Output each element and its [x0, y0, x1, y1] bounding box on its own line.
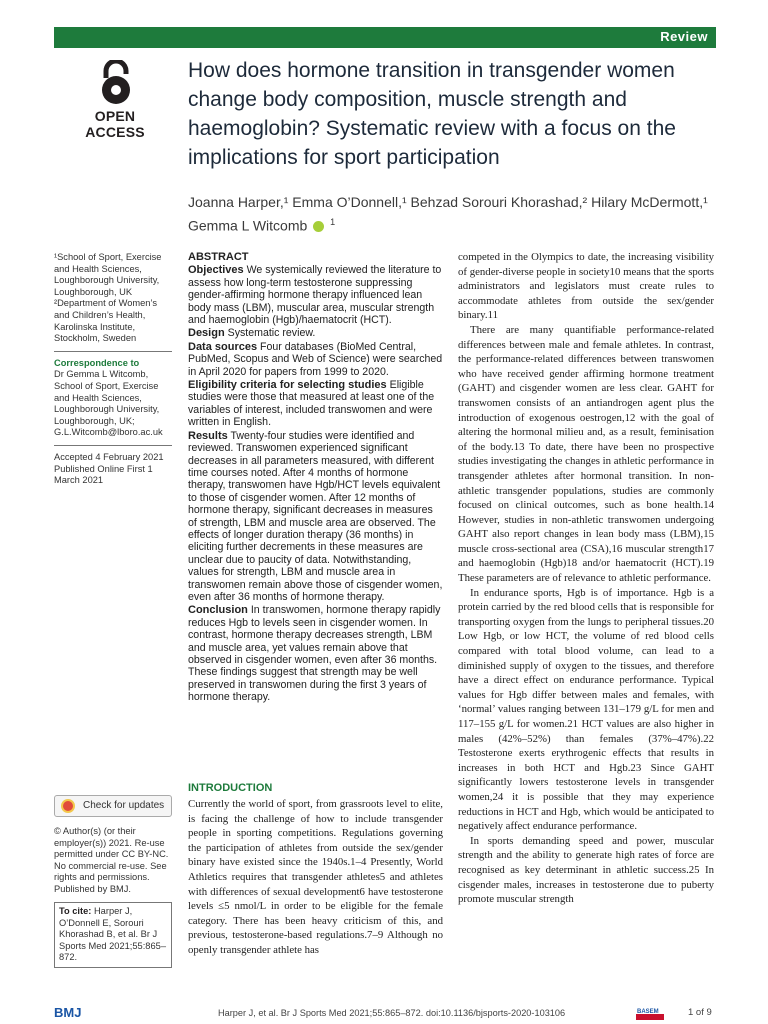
article-sidebar [54, 252, 172, 493]
body-right-column [458, 250, 714, 907]
open-access-lock-icon [96, 60, 136, 106]
sources-label: Data sources [188, 340, 258, 353]
copyright-notice: © Author(s) (or their employer(s)) 2021. Re-use permitted under CC BY-NC. No commercial re-use. See rights and permissions. Published by BMJ. [54, 826, 169, 894]
basem-logo-icon [636, 1006, 664, 1020]
abstract-eligibility: Eligibility criteria for selecting studies Eligible studies were those that measured at least one of the variables of interest, included transwomen and were written in English. [188, 379, 435, 429]
author-name-witcomb[interactable]: Gemma L Witcomb [188, 217, 308, 234]
body-paragraph: In endurance sports, Hgb is of importance. Hgb is a protein carried by the red blood cells that is responsible for transporting oxygen from the lungs to peripheral tissues.20 Low Hgb, or low HCT, the volume of red blood cells compared with total blood volume, can lead to a diminished supply of oxygen to the tissues, and therefore have a direct effect on endurance performance. Typical values for Hgb differ between males and females, with ‘normal’ values ranging between 131–179 g/L for men and 117–155 g/L for women.21 HCT values are also higher in males (42%–52%) than females (37%–47%).22 Testosterone exerts erythrogenic effects that results in increases in both HCT and Hgb.23 Since GAHT significantly lowers testosterone levels in transgender women,24 it is possible that they may experience reductions in HCT and Hgb, which would be anticipated to negatively affect endurance performance. [458, 586, 714, 833]
abstract-objectives: Objectives We systemically reviewed the literature to assess how long-term testosterone suppressing gender-affirming hormone therapy influenced lean body mass (LBM), muscular area, muscular strength and haemoglobin (Hgb)/haematocrit (HCT). [188, 264, 442, 327]
citation-label: To cite: [59, 906, 92, 916]
body-paragraph: competed in the Olympics to date, the increasing visibility of gender-diverse people in society10 means that the sports administrators and legislators must create rules to accommodate athletes from outside the sex/gender binary.11 [458, 251, 714, 322]
svg-text:BASEM: BASEM [637, 1009, 659, 1015]
abstract-sources: Data sources Four databases (BioMed Central, PubMed, Scopus and Web of Science) were searched in April 2020 for papers from 1999 to 2020. [188, 340, 443, 378]
author-line-1: Joanna Harper,¹ Emma O’Donnell,¹ Behzad Sorouri Khorashad,² Hilary McDermott,¹ [188, 194, 708, 210]
abstract-design: Design Systematic review. [188, 327, 316, 340]
introduction-heading: INTRODUCTION [188, 782, 273, 794]
page-number: 1 of 9 [688, 1007, 712, 1018]
eligibility-label: Eligibility criteria for selecting studies [188, 379, 387, 392]
results-label: Results [188, 429, 228, 442]
orcid-icon[interactable] [313, 221, 324, 232]
abstract [188, 251, 443, 705]
section-label: Review [660, 29, 708, 44]
correspondence-text: Dr Gemma L Witcomb, School of Sport, Exercise and Health Sciences, Loughborough University, Loughborough, UK; G.L.Witcomb@lboro.ac.uk [54, 369, 163, 438]
body-paragraph: There are many quantifiable performance-related differences between male and female athletes. In contrast, the performance-related differences between transwomen who have received gender affirming hormone treatment (GAHT) and cisgender women are less clear. GAHT for transwomen consists of an antiandrogen agent plus the introduction of exogenous oestrogen,12 with the goal of altering the hormonal milieu and, as a result, feminisation of the body.13 To date, there have been no prospective studies investigating the changes in athletic performance in transgender athletes after hormonal transition. In non-athletic transgender populations, studies are commonly focused on clinical outcomes, such as bone health.14 However, studies in non-athletic transwomen undergoing GAHT also report changes in lean body mass (LBM),15 muscle cross-sectional area (CSA),16 muscular strength17 and haemoglobin (Hgb)18 and/or haematocrit (HCT).19 These parameters are of relevance to athletic performance. [458, 323, 714, 585]
section-bar [54, 27, 716, 48]
author-affiliation-marker: 1 [330, 217, 336, 227]
abstract-results: Results Twenty-four studies were identified and reviewed. Transwomen experienced significant decreases in all parameters measured, with different time courses noted. After 4 months of hormone therapy, transwomen have Hgb/HCT levels equivalent to those of cisgender women. After 12 months of hormone therapy, significant decreases in measures of strength, LBM and muscle area are observed. The effects of longer duration therapy (36 months) in eliciting further decrements in these measures are unclear due to paucity of data. Notwithstanding, values for strength, LBM and muscle area in transwomen remain above those of cisgender women, even after 36 months of hormone therapy. [188, 429, 443, 603]
sidebar-divider [54, 445, 172, 446]
check-for-updates-button[interactable] [54, 795, 172, 817]
footer-citation: Harper J, et al. Br J Sports Med 2021;55:865–872. doi:10.1136/bjsports-2020-103106 [218, 1008, 566, 1018]
article-title: How does hormone transition in transgender women change body composition, muscle strength and haemoglobin? Systematic review with a focus on the implications for sport participation [188, 59, 676, 169]
conclusion-label: Conclusion [188, 604, 248, 617]
citation-text: Harper J, O’Donnell E, Sorouri Khorashad B, et al. Br J Sports Med 2021;55:865–872. [59, 906, 166, 963]
bmj-logo: BMJ [54, 1005, 82, 1020]
abstract-conclusion: Conclusion In transwomen, hormone therapy rapidly reduces Hgb to levels seen in cisgender women. In contrast, hormone therapy decreases strength, LBM and muscle area, yet values remain above that observed in cisgender women, even after 36 months. These findings suggest that strength may be well preserved in transwomen during the first 3 years of hormone therapy. [188, 604, 441, 704]
correspondence-label: Correspondence to [54, 357, 140, 368]
objectives-label: Objectives [188, 264, 244, 277]
abstract-heading: ABSTRACT [188, 251, 249, 263]
check-updates-icon [61, 799, 75, 813]
design-label: Design [188, 327, 225, 340]
open-access-logo [72, 60, 158, 140]
author-list [188, 192, 708, 236]
author-line-2 [188, 212, 708, 236]
open-access-label: OPEN ACCESS [85, 108, 145, 140]
citation-box [54, 902, 172, 968]
sidebar-divider [54, 351, 172, 352]
body-paragraph: In sports demanding speed and power, muscular strength and the ability to generate high rates of force are recognised as key determinant in athletic success.25 In cisgender males, increases in testosterone due to puberty promote muscular strength [458, 834, 714, 906]
check-updates-label: Check for updates [83, 800, 165, 811]
introduction-text: Currently the world of sport, from grassroots level to elite, is facing the challenge of how to include transgender people in sporting competitions. Regulations governing the participation of athletes from outside the sex/gender binary have existed since the 1940s.1–4 Presently, World Athletics requires that transgender athletes5 and athletes with differences of sexual development6 have testosterone levels ≤5 nmol/L in order to be eligible for the female category. There has been heavy criticism of this, and previous, testosterone-based regulations.7–9 Although no openly transgender athlete has [188, 798, 443, 956]
publication-dates: Accepted 4 February 2021 Published Online First 1 March 2021 [54, 451, 164, 486]
affiliations: ¹School of Sport, Exercise and Health Sciences, Loughborough University, Loughborough, UK ²Department of Women’s and Children’s Health, Karolinska Institute, Stockholm, Sweden [54, 252, 162, 344]
